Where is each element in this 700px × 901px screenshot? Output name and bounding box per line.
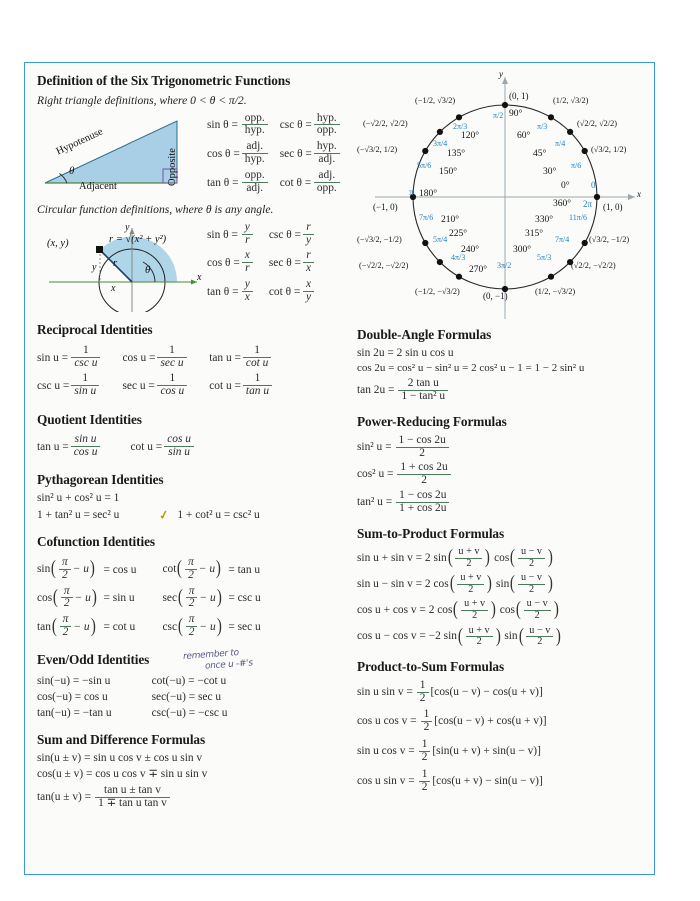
s2p-2-b-num: u − v [520, 572, 543, 584]
p2s-4-rhs: [cos(u + v) − sin(u − v)] [432, 774, 543, 787]
circ-sec-den: x [303, 262, 314, 275]
circ-csc-num: r [306, 220, 311, 233]
recip-sin-num: 1 [83, 343, 89, 356]
circular-point-label: (x, y) [47, 238, 69, 250]
cofn-tan-minus: − u [73, 620, 90, 633]
recip-sin-lhs: sin u = [37, 351, 69, 364]
handwritten-check-icon: ✓ [157, 507, 171, 524]
s2p-2-a-den: 2 [457, 584, 484, 596]
sumdiff-line-3-lhs: tan(u ± v) = [37, 790, 92, 803]
product-to-sum-section [357, 659, 646, 794]
ratio-cot-num: adj. [318, 168, 336, 181]
s2p-1-a-den: 2 [455, 558, 482, 570]
unit-circle-radian-0: 0 [591, 180, 596, 190]
unit-circle-degree-315: 315° [525, 229, 544, 239]
evenodd-sec: sec(−u) = sec u [151, 691, 222, 704]
sumdiff-line-3-num: tan u ± tan v [104, 783, 161, 796]
unit-circle-coord-240: (−1/2, −√3/2) [415, 287, 460, 296]
unit-circle-radian-135: 3π/4 [433, 139, 448, 148]
ratio-cot-lhs: cot θ = [279, 176, 312, 189]
unit-circle-radian-60: π/3 [537, 122, 548, 131]
cofn-sec-minus: − u [199, 591, 216, 604]
s2p-4-lhs: cos u − cos v = −2 sin [357, 630, 457, 643]
adjacent-label: Adjacent [79, 181, 117, 192]
unit-circle-coord-180: (−1, 0) [373, 202, 398, 212]
recip-sec-lhs: sec u = [122, 380, 155, 393]
s2p-1-lhs: sin u + sin v = 2 sin [357, 551, 447, 564]
unit-circle-degree-150: 150° [439, 167, 458, 177]
circular-subheading: Circular function definitions, where θ is any angle. [37, 203, 274, 217]
formula-sheet [24, 62, 655, 875]
ratio-cos-den: hyp. [242, 153, 268, 166]
circ-cot-den: y [303, 291, 314, 304]
cofn-sin-rhs: = cos u [103, 563, 137, 576]
recip-cos-lhs: cos u = [122, 351, 156, 364]
p2s-2-rhs: [cos(u − v) + cos(u + v)] [434, 715, 547, 728]
p2s-1-den: 2 [417, 692, 429, 705]
power-tan-lhs: tan² u = [357, 496, 393, 509]
recip-cos-num: 1 [169, 343, 175, 356]
circ-cos-lhs: cos θ = [207, 257, 240, 270]
cofn-cos-rhs: = sin u [103, 592, 135, 605]
left-column [25, 63, 353, 874]
circular-function-ratios [207, 220, 316, 306]
unit-circle-radian-330: 11π/6 [569, 213, 587, 222]
s2p-2-mid: sin [496, 577, 510, 590]
p2s-4-num: 1 [421, 767, 428, 780]
cofn-cot-minus: − u [198, 563, 216, 576]
unit-circle-coord-150: (−√3/2, 1/2) [357, 145, 398, 154]
circ-tan-den: x [242, 291, 253, 304]
circular-axis-y-label: y [125, 222, 130, 234]
cofn-sec-rhs: = csc u [228, 592, 261, 605]
quot-cot-num: cos u [167, 433, 191, 446]
cofn-tan-rhs: = cot u [103, 621, 136, 634]
ratio-cot-den: opp. [314, 182, 340, 195]
evenodd-sin: sin(−u) = −sin u [37, 675, 111, 688]
unit-circle-degree-30: 30° [543, 167, 557, 177]
circ-csc-den: y [303, 234, 314, 247]
power-sin-den: 2 [396, 447, 449, 460]
cofn-csc-minus: − u [199, 620, 216, 633]
unit-circle-degree-240: 240° [461, 245, 480, 255]
ratio-sec-lhs: sec θ = [279, 148, 312, 161]
quot-tan-num: sin u [74, 433, 97, 446]
pythagorean-heading: Pythagorean Identities [37, 472, 164, 488]
unit-circle-degree-270: 270° [469, 265, 488, 275]
s2p-2-b-den: 2 [518, 584, 545, 596]
cofn-sin-minus: − u [72, 563, 89, 576]
p2s-2-den: 2 [421, 721, 433, 734]
power-sin-lhs: sin² u = [357, 440, 392, 453]
circ-tan-lhs: tan θ = [207, 285, 239, 298]
unit-circle-radian-45: π/4 [555, 139, 566, 148]
double-angle-line-3-den: 1 − tan² u [398, 390, 448, 403]
power-tan-num: 1 − cos 2u [399, 489, 447, 502]
right-triangle-ratios [207, 111, 342, 197]
hypotenuse-label: Hypotenuse [54, 126, 105, 158]
pythagorean-line-1: sin² u + cos² u = 1 [37, 492, 120, 505]
unit-circle-coord-330: (√3/2, −1/2) [589, 235, 630, 244]
unit-circle-degree-60: 60° [517, 131, 531, 141]
unit-circle-coord-0: (1, 0) [603, 202, 623, 212]
pythagorean-line-2b: 1 + cot² u = csc² u [177, 508, 260, 521]
s2p-3-b-den: 2 [524, 610, 551, 622]
power-tan-den: 1 + cos 2u [396, 502, 449, 515]
unit-circle-coord-135: (−√2/2, √2/2) [363, 119, 408, 128]
p2s-1-num: 1 [419, 678, 426, 691]
cofn-cos-argnum: π [63, 584, 70, 597]
circ-sin-num: y [244, 220, 250, 233]
unit-circle-degree-45: 45° [533, 149, 547, 159]
unit-circle-coord-120: (−1/2, √3/2) [415, 96, 456, 105]
sumdiff-line-1: sin(u ± v) = sin u cos v ± cos u sin v [37, 752, 203, 765]
s2p-2-lhs: sin u − sin v = 2 cos [357, 577, 449, 590]
unit-circle-coord-45: (√2/2, √2/2) [577, 119, 617, 128]
unit-circle-radian-300: 5π/3 [537, 253, 552, 262]
cofn-tan-argnum: π [62, 613, 69, 626]
double-angle-line-3-lhs: tan 2u = [357, 383, 395, 396]
unit-circle-degree-135: 135° [447, 149, 466, 159]
opposite-label: Opposite [167, 148, 178, 186]
cofn-tan-fn: tan [37, 620, 51, 633]
handwritten-note-line-2: once u -#'s [204, 658, 254, 673]
unit-circle-coord-30: (√3/2, 1/2) [591, 145, 627, 154]
double-angle-section [357, 327, 646, 403]
quot-tan-den: cos u [71, 446, 101, 459]
ratio-sec-den: adj. [314, 153, 340, 166]
pythagorean-identities-section [37, 472, 345, 523]
circ-sec-lhs: sec θ = [268, 257, 301, 270]
p2s-3-lhs: sin u cos v = [357, 745, 415, 758]
handwritten-note-line-1: remember to [182, 648, 240, 663]
ratio-tan-den: adj. [242, 182, 268, 195]
circ-cot-num: x [305, 278, 312, 291]
p2s-3-rhs: [sin(u + v) + sin(u − v)] [432, 745, 541, 758]
s2p-4-b-num: u − v [529, 624, 551, 636]
p2s-1-rhs: [cos(u − v) − cos(u + v)] [430, 685, 543, 698]
unit-circle-degree-360: 360° [553, 199, 572, 209]
cofn-cot-argnum: π [188, 555, 194, 568]
recip-cot-num: 1 [254, 372, 261, 385]
recip-tan-num: 1 [254, 343, 260, 356]
unit-circle-axis-y: y [499, 69, 503, 79]
reciprocal-identities-section [37, 322, 345, 400]
even-odd-table [37, 673, 228, 721]
circ-cos-num: x [244, 249, 250, 262]
unit-circle-degree-225: 225° [449, 229, 468, 239]
circ-cos-den: r [242, 262, 253, 275]
cofn-csc-fn: csc [162, 620, 178, 633]
p2s-2-lhs: cos u cos v = [357, 715, 417, 728]
unit-circle-diagram [357, 69, 655, 327]
cofn-csc-argden: 2 [186, 626, 198, 639]
circular-angle-label: θ [145, 264, 151, 277]
recip-tan-den: cot u [243, 357, 271, 370]
circ-sin-den: r [242, 234, 253, 247]
cofn-cot-argden: 2 [185, 569, 197, 582]
cofn-sin-argnum: π [61, 555, 68, 568]
circ-cot-lhs: cot θ = [268, 285, 301, 298]
p2s-4-den: 2 [419, 781, 431, 794]
power-cos-lhs: cos² u = [357, 468, 394, 481]
circular-x-label: x [111, 283, 116, 295]
s2p-1-a-num: u + v [458, 545, 480, 557]
power-reducing-section [357, 414, 646, 515]
s2p-4-b-den: 2 [526, 636, 553, 648]
ratio-csc-den: opp. [314, 124, 340, 137]
unit-circle-radian-360: 2π [583, 199, 593, 209]
s2p-4-mid: sin [504, 630, 518, 643]
double-angle-line-2: cos 2u = cos² u − sin² u = 2 cos² u − 1 = 1 − 2 sin² u [357, 361, 585, 374]
s2p-1-mid: cos [494, 551, 510, 564]
sum-difference-heading: Sum and Difference Formulas [37, 732, 206, 748]
sum-difference-section [37, 732, 345, 810]
unit-circle-radian-180: π [409, 187, 414, 197]
circ-sin-lhs: sin θ = [207, 228, 238, 241]
ratio-sec-num: hyp. [316, 140, 337, 153]
unit-circle-coord-60: (1/2, √3/2) [553, 96, 589, 105]
recip-sec-num: 1 [169, 372, 176, 385]
cofn-sin-fn: sin [37, 563, 51, 576]
recip-sec-den: cos u [157, 385, 187, 398]
quot-tan-lhs: tan u = [37, 440, 69, 453]
recip-tan-lhs: tan u = [209, 351, 241, 364]
s2p-3-a-den: 2 [461, 610, 488, 622]
circular-function-diagram [37, 220, 205, 312]
ratio-sin-lhs: sin θ = [207, 119, 238, 132]
unit-circle-degree-330: 330° [535, 215, 554, 225]
p2s-2-num: 1 [423, 708, 430, 721]
power-cos-den: 2 [397, 474, 450, 487]
unit-circle-radian-120: 2π/3 [453, 122, 468, 131]
circ-sec-num: r [306, 249, 311, 262]
unit-circle-radian-30: π/6 [571, 161, 582, 170]
unit-circle-degree-300: 300° [513, 245, 532, 255]
cofn-cot-fn: cot [162, 563, 177, 576]
ratio-csc-num: hyp. [316, 111, 337, 124]
double-angle-line-1: sin 2u = 2 sin u cos u [357, 347, 454, 359]
s2p-3-a-num: u + v [464, 598, 486, 610]
power-reducing-heading: Power-Reducing Formulas [357, 414, 507, 430]
s2p-3-mid: cos [499, 603, 515, 616]
cofn-sec-argden: 2 [186, 597, 198, 610]
ratio-tan-num: opp. [244, 168, 265, 181]
quotient-table [37, 433, 196, 462]
cofunction-table: sin( $\frac{\pi}{2}$ − u) = cos u cot( $\frac{\pi}{2}$ − u) = tan u cos( $\frac{\pi}{2}$ − u) = sin u sec( $\frac{\pi}{2}$ − u) = csc u tan( $\frac{\pi}{2}$ − u) = cot u csc( $\frac{\pi}{2}$ − u) = sec u [37, 555, 261, 641]
ratio-sin-num: opp. [244, 111, 265, 124]
pythagorean-line-2a: 1 + tan² u = sec² u [37, 508, 120, 521]
recip-csc-num: 1 [82, 372, 89, 385]
six-functions-heading: Definition of the Six Trigonometric Functions [37, 73, 291, 88]
power-sin-num: 1 − cos 2u [398, 433, 446, 446]
right-triangle-subheading: Right triangle definitions, where 0 < θ < π/2. [37, 94, 247, 107]
unit-circle-radian-90: π/2 [493, 111, 504, 120]
evenodd-cot: cot(−u) = −cot u [151, 675, 227, 688]
right-triangle-diagram [37, 111, 205, 193]
s2p-1-b-num: u − v [520, 545, 543, 557]
cofn-cos-fn: cos [37, 591, 53, 604]
circular-y-label: y [92, 262, 97, 274]
unit-circle-coord-225: (−√2/2, −√2/2) [359, 261, 409, 270]
ratio-cos-lhs: cos θ = [207, 148, 240, 161]
unit-circle-degree-210: 210° [441, 215, 460, 225]
unit-circle-radian-240: 4π/3 [451, 253, 466, 262]
unit-circle-degree-120: 120° [461, 131, 480, 141]
cofn-cos-minus: − u [74, 591, 91, 604]
p2s-3-den: 2 [419, 751, 431, 764]
circ-tan-num: y [244, 278, 250, 291]
cofn-sec-argnum: π [188, 584, 195, 597]
cofn-tan-argden: 2 [60, 626, 72, 639]
unit-circle-coord-300: (1/2, −√3/2) [535, 287, 576, 296]
circular-axis-x-label: x [197, 272, 202, 284]
ratio-csc-lhs: csc θ = [279, 119, 312, 132]
unit-circle-coord-90: (0, 1) [509, 91, 529, 101]
cofn-sin-argden: 2 [59, 569, 71, 582]
unit-circle-coord-315: (√2/2, −√2/2) [571, 261, 616, 270]
right-column [353, 63, 654, 874]
quot-cot-den: sin u [164, 446, 194, 459]
s2p-3-lhs: cos u + cos v = 2 cos [357, 603, 453, 616]
unit-circle-radian-210: 7π/6 [419, 213, 434, 222]
quotient-heading: Quotient Identities [37, 411, 142, 427]
sumdiff-line-3-den: 1 ∓ tan u tan v [95, 797, 170, 810]
ratio-sin-den: hyp. [242, 124, 268, 137]
reciprocal-table [37, 343, 274, 400]
quot-cot-lhs: cot u = [130, 440, 163, 453]
s2p-3-b-num: u − v [526, 598, 548, 610]
ratio-cos-num: adj. [246, 140, 264, 153]
p2s-3-num: 1 [421, 738, 428, 751]
p2s-4-lhs: cos u sin v = [357, 774, 415, 787]
unit-circle-radian-150: 5π/6 [417, 161, 432, 170]
recip-cot-den: tan u [243, 385, 272, 398]
unit-circle-degree-90: 90° [509, 109, 523, 119]
even-odd-heading: Even/Odd Identities [37, 652, 150, 668]
cofn-cos-argden: 2 [61, 597, 73, 610]
unit-circle-radian-315: 7π/4 [555, 235, 570, 244]
cofn-sec-fn: sec [162, 591, 178, 604]
even-odd-identities-section [37, 648, 345, 721]
cofunction-identities-section [37, 534, 345, 641]
cofn-csc-argnum: π [188, 613, 195, 626]
recip-cos-den: sec u [157, 357, 186, 370]
circular-r-label: r [113, 258, 118, 270]
reciprocal-heading: Reciprocal Identities [37, 322, 153, 338]
p2s-1-lhs: sin u sin v = [357, 685, 413, 698]
ratio-tan-lhs: tan θ = [207, 176, 239, 189]
unit-circle-coord-210: (−√3/2, −1/2) [357, 235, 402, 244]
circular-radius-formula: r = √(x² + y²) [109, 234, 167, 246]
power-cos-num: 1 + cos 2u [400, 461, 448, 474]
cofn-csc-rhs: = sec u [228, 621, 261, 634]
cofunction-heading: Cofunction Identities [37, 534, 155, 550]
sum-to-product-heading: Sum-to-Product Formulas [357, 526, 505, 542]
unit-circle-radian-225: 5π/4 [433, 235, 448, 244]
evenodd-cos: cos(−u) = cos u [37, 691, 108, 704]
unit-circle-degree-0: 0° [561, 181, 570, 191]
cofn-cot-rhs: = tan u [228, 563, 261, 576]
double-angle-heading: Double-Angle Formulas [357, 327, 492, 342]
recip-cot-lhs: cot u = [209, 380, 241, 393]
unit-circle-coord-270: (0, −1) [483, 291, 508, 301]
recip-csc-den: sin u [71, 385, 99, 398]
recip-csc-lhs: csc u = [37, 380, 70, 393]
recip-sin-den: csc u [71, 357, 100, 370]
quotient-identities-section [37, 412, 345, 462]
unit-circle-degree-180: 180° [419, 189, 438, 199]
unit-circle-axis-x: x [637, 189, 641, 199]
s2p-2-a-num: u + v [460, 572, 482, 584]
evenodd-csc: csc(−u) = −csc u [151, 707, 228, 720]
product-to-sum-heading: Product-to-Sum Formulas [357, 659, 505, 675]
sumdiff-line-2: cos(u ± v) = cos u cos v ∓ sin u sin v [37, 768, 208, 781]
s2p-4-a-num: u + v [468, 624, 490, 636]
s2p-4-a-den: 2 [466, 636, 493, 648]
unit-circle-radian-270: 3π/2 [497, 261, 512, 270]
s2p-1-b-den: 2 [518, 558, 545, 570]
sum-to-product-section: Sum-to-Product Formulas sin u + sin v = 2 sin ( $\frac{u + v}{2}$ ) cos ( $\frac{u - v}{2}$ ) sin u − sin v = 2 cos ( $\frac{u + v}{2}$ ) sin ( $\frac{u - v}{2}$ ) cos u + cos v = 2 cos ( $\frac{u + v}{2}$ ) cos ( $\frac{u - v}{2}$ ) cos u − cos v = −2 sin ( $\frac{u + v}{2}$ ) sin ( $\frac{u - v}{2}$ ) [357, 526, 646, 648]
double-angle-line-3-num: 2 tan u [407, 377, 439, 390]
triangle-angle-label: θ [69, 165, 75, 177]
circ-csc-lhs: csc θ = [268, 228, 301, 241]
evenodd-tan: tan(−u) = −tan u [37, 707, 112, 720]
